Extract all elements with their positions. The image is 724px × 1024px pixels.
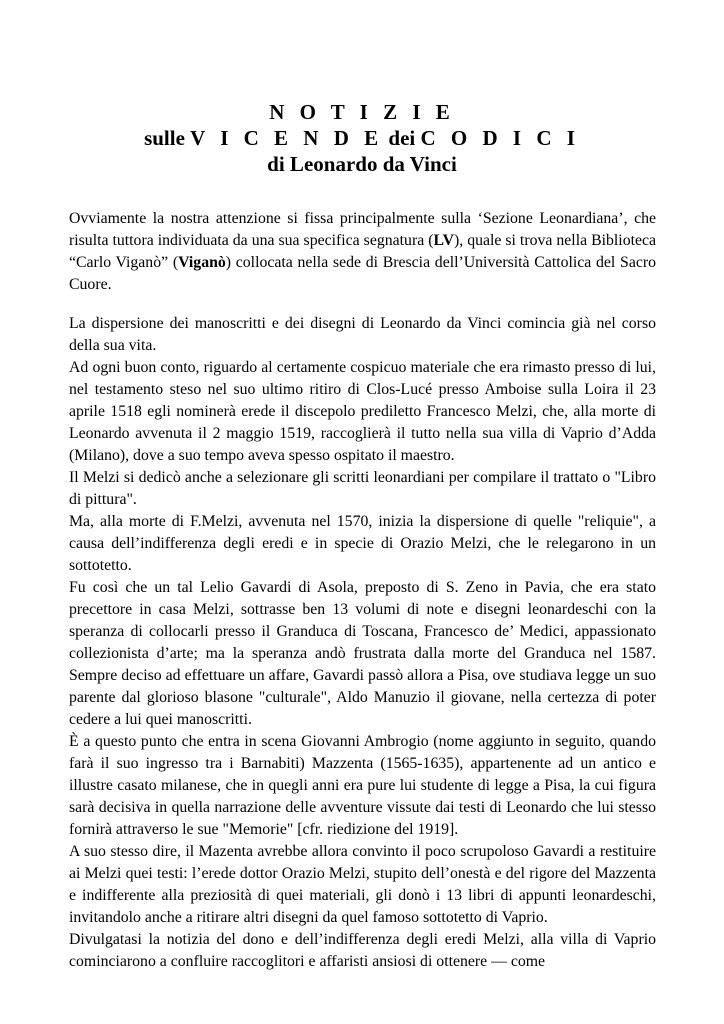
paragraph: Il Melzi si dedicò anche a selezionare gli scritti leonardiani per compilare il trattato o "Libro di pittura". (69, 469, 656, 508)
intro-part-1: Ovviamente la nostra attenzione si fissa principalmente sulla ‘Sezione Leonardiana’, che risulta tuttora individuata da una sua specifica segnatura ( (69, 210, 656, 249)
intro-part-3: ) collocata nella sede di Brescia dell’Università Cattolica del Sacro Cuore. (69, 254, 657, 293)
title-word-codici: C O D I C I (420, 126, 580, 150)
intro-paragraph (69, 208, 656, 296)
main-text (69, 313, 656, 973)
siglum-lv: LV (433, 232, 454, 249)
paragraph: Ad ogni buon conto, riguardo al certamente cospicuo materiale che era rimasto presso di lui, nel testamento steso nel suo ultimo ritiro di Clos-Lucé presso Amboise sulla Loira il 23 aprile 1518 egli nominerà erede il discepolo prediletto Francesco Melzi, che, alla morte di Leonardo avvenuta il 2 maggio 1519, raccoglierà il tutto nella sua villa di Vaprio d’Adda (Milano), dove a suo tempo aveva spesso ospitato il maestro. (69, 359, 656, 464)
title-line-leonardo: di Leonardo da Vinci (267, 152, 457, 176)
library-vigano: Viganò (178, 254, 226, 271)
intro-text (69, 208, 656, 296)
title-line-notizie: N O T I Z I E (269, 100, 455, 124)
paragraph: La dispersione dei manoscritti e dei disegni di Leonardo da Vinci comincia già nel corso della sua vita. (69, 315, 656, 354)
paragraph: A suo stesso dire, il Mazenta avrebbe allora convinto il poco scrupoloso Gavardi a restituire ai Melzi quei testi: l’erede dottor Orazio Melzi, stupito dell’onestà e del rigore del Mazzenta e indifferente alla preziosità di quei materiali, gli donò i 13 libri di appunti leonardeschi, invitandolo anche a ritirare altri disegni da quel famoso sottotetto di Vaprio. (69, 843, 656, 926)
title-word-dei: dei (388, 126, 416, 150)
paragraph: Ma, alla morte di F.Melzi, avvenuta nel 1570, inizia la dispersione di quelle "reliquie", a causa dell’indifferenza degli eredi e in specie di Orazio Melzi, che le relegarono in un sottotetto. (69, 513, 656, 574)
paragraph: Divulgatasi la notizia del dono e dell’indifferenza degli eredi Melzi, alla villa di Vaprio cominciarono a confluire raccoglitori e affaristi ansiosi di ottenere — come (69, 931, 656, 970)
paragraph: Fu così che un tal Lelio Gavardi di Asola, preposto di S. Zeno in Pavia, che era stato precettore in casa Melzi, sottrasse ben 13 volumi di note e disegni leonardeschi con la speranza di collocarli presso il Granduca di Toscana, Francesco de’ Medici, appassionato collezionista d’arte; ma la speranza andò frustrata dalla morte del Granduca nel 1587. Sempre deciso ad effettuare un affare, Gavardi passò allora a Pisa, ove studiava legge un suo parente dal glorioso blasone "culturale", Aldo Manuzio il giovane, nella certezza di poter cedere a lui quei manoscritti. (69, 579, 656, 728)
intro-part-2: ), quale si trova nella Biblioteca “Carlo Viganò” ( (69, 232, 657, 271)
title-line-vicende (0, 125, 724, 151)
paragraph: È a questo punto che entra in scena Giovanni Ambrogio (nome aggiunto in seguito, quando farà il suo ingresso tra i Barnabiti) Mazzenta (1565-1635), appartenente ad un antico e illustre casato milanese, che in quegli anni era pure lui studente di legge a Pisa, la cui figura sarà decisiva in quella narrazione delle avventure vissute dai testi di Leonardo che lui stesso fornirà attraverso le sue "Memorie" [cfr. riedizione del 1919]. (69, 733, 656, 838)
title-word-sulle: sulle (144, 126, 185, 150)
title-word-vicende: V I C E N D E (190, 126, 384, 150)
